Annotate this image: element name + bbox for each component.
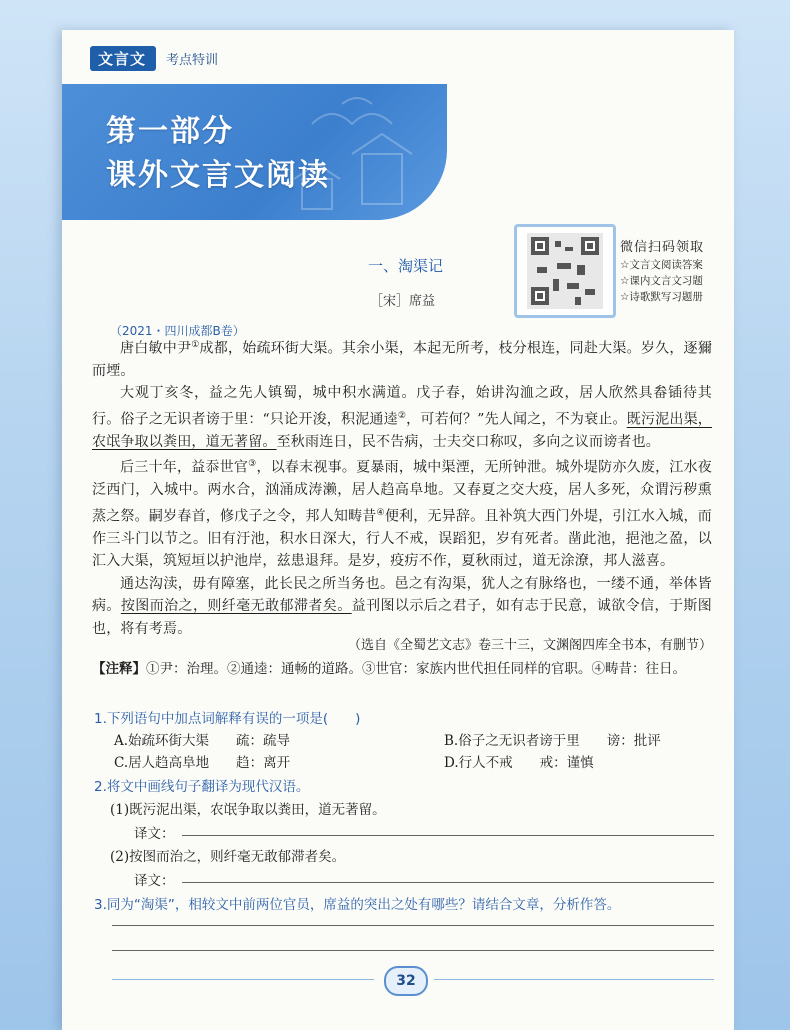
qr-item: ☆课内文言文习题 <box>620 275 703 287</box>
answer-label: 译文： <box>134 826 175 842</box>
series-brand <box>90 46 218 70</box>
answer-line[interactable] <box>182 835 714 836</box>
paragraph: 通达沟渎，毋有障塞，此长民之所当务也。邑之有沟渠，犹人之有脉络也，一缕不通，举体皆病。按图而治之，则纤毫无敢郁滞者矣。益刊图以示后之君子，如有志于民意，诚欲令信，于斯图也，将有考焉。 <box>92 575 713 637</box>
question-3: 3.同为“淘渠”，相较文中前两位官员，席益的突出之处有哪些？请结合文章，分析作答。 <box>94 897 621 913</box>
qr-code[interactable] <box>514 224 616 318</box>
paragraph: 后三十年，益忝世官③，以春末视事。夏暴雨，城中渠湮，无所钟泄。城外堤防亦久废，江水夜泛西门，入城中。两水合，汹涌成涛濑，居人趋高阜地。又春夏之交大疫，居人多死，众谓污秽熏蒸之祭。嗣岁春首，修戊子之令，邦人知畴昔④便利，无异辞。且补筑大西门外堤，引江水入城，而作三斗门以节之。旧有汙池，积水日深大，行人不戒，误蹈犯，岁有死者。凿此池，挹池之盈，以汇入大渠，筑短垣以护池岸，兹患退拜。是岁，疫疠不作，夏秋雨过，道无涂潦，邦人滋喜。 <box>92 459 712 570</box>
qr-caption <box>620 236 704 305</box>
footnote-mark: ① <box>191 340 200 350</box>
annotations-text: ①尹：治理。②通逵：通畅的道路。③世官：家族内世代担任同样的官职。④畴昔：往日。 <box>146 661 686 677</box>
option-c: C.居人趋高阜地 趋：离开 <box>114 755 291 771</box>
option-a: A.始疏环街大渠 疏：疏导 <box>114 733 291 749</box>
footer-rule <box>434 979 714 980</box>
option-d: D.行人不戒 戒：谨慎 <box>444 755 594 771</box>
question-2-sub-2: (2)按图而治之，则纤毫无敢郁滞者矣。 <box>110 849 346 865</box>
footnote-mark: ③ <box>248 459 257 470</box>
brand-logo: 文言文 <box>90 46 156 71</box>
question-2-sub-1: (1)既污泥出渠，农氓争取以粪田，道无著留。 <box>110 802 386 818</box>
paragraph: 大观丁亥冬，益之先人镇蜀，城中积水满道。戊子春，始讲沟洫之政，居人欣然具畚锸待其行。俗子之无识者谤于里：“只论开浚，积泥通逵②，可若何？”先人闻之，不为衰止。既污泥出渠，农氓争取以粪田，道无著留。至秋雨连日，民不告病，士夫交口称叹，多向之议而谤者也。 <box>92 385 713 450</box>
footnote-mark: ④ <box>376 507 385 518</box>
page-number: 32 <box>384 966 428 996</box>
brand-subtitle: 考点特训 <box>166 52 219 68</box>
article-author: ［宋］席益 <box>370 294 436 309</box>
exam-source-tag: （2021・四川成都B卷） <box>110 324 245 338</box>
answer-line[interactable] <box>182 882 714 883</box>
footnote-mark: ② <box>397 410 407 421</box>
footer-rule <box>112 979 374 980</box>
banner-section-title: 课外文言文阅读 <box>106 158 330 193</box>
qr-item: ☆诗歌默写习题册 <box>620 291 703 303</box>
underlined-sentence: 按图而治之，则纤毫无敢郁滞者矣。 <box>120 598 352 615</box>
citation: （选自《全蜀艺文志》卷三十三，文渊阁四库全书本，有删节） <box>347 638 712 653</box>
section-banner <box>62 84 447 220</box>
question-1: 1.下列语句中加点词解释有误的一项是( ) <box>94 711 361 727</box>
option-b: B.俗子之无识者谤于里 谤：批评 <box>444 733 661 749</box>
qr-title: 微信扫码领取 <box>620 240 705 255</box>
article-title: 一、淘渠记 <box>368 257 444 275</box>
answer-label: 译文： <box>134 873 175 889</box>
banner-part-title: 第一部分 <box>106 114 234 149</box>
qr-code-icon <box>527 233 603 309</box>
underlined-sentence: 既污泥出渠，农氓争取以粪田，道无著留。 <box>92 411 713 450</box>
annotations <box>92 658 712 680</box>
question-2: 2.将文中画线句子翻译为现代汉语。 <box>94 779 310 795</box>
article-body <box>92 334 712 640</box>
annotations-label: 【注释】 <box>92 661 146 677</box>
qr-item: ☆文言文阅读答案 <box>620 259 703 271</box>
answer-line[interactable] <box>112 950 714 951</box>
answer-line[interactable] <box>112 925 714 926</box>
paragraph: 唐白敏中尹①成都，始疏环街大渠。其余小渠，本起无所考，枝分根连，同赴大渠。岁久，逐獮而堙。 <box>92 340 712 380</box>
